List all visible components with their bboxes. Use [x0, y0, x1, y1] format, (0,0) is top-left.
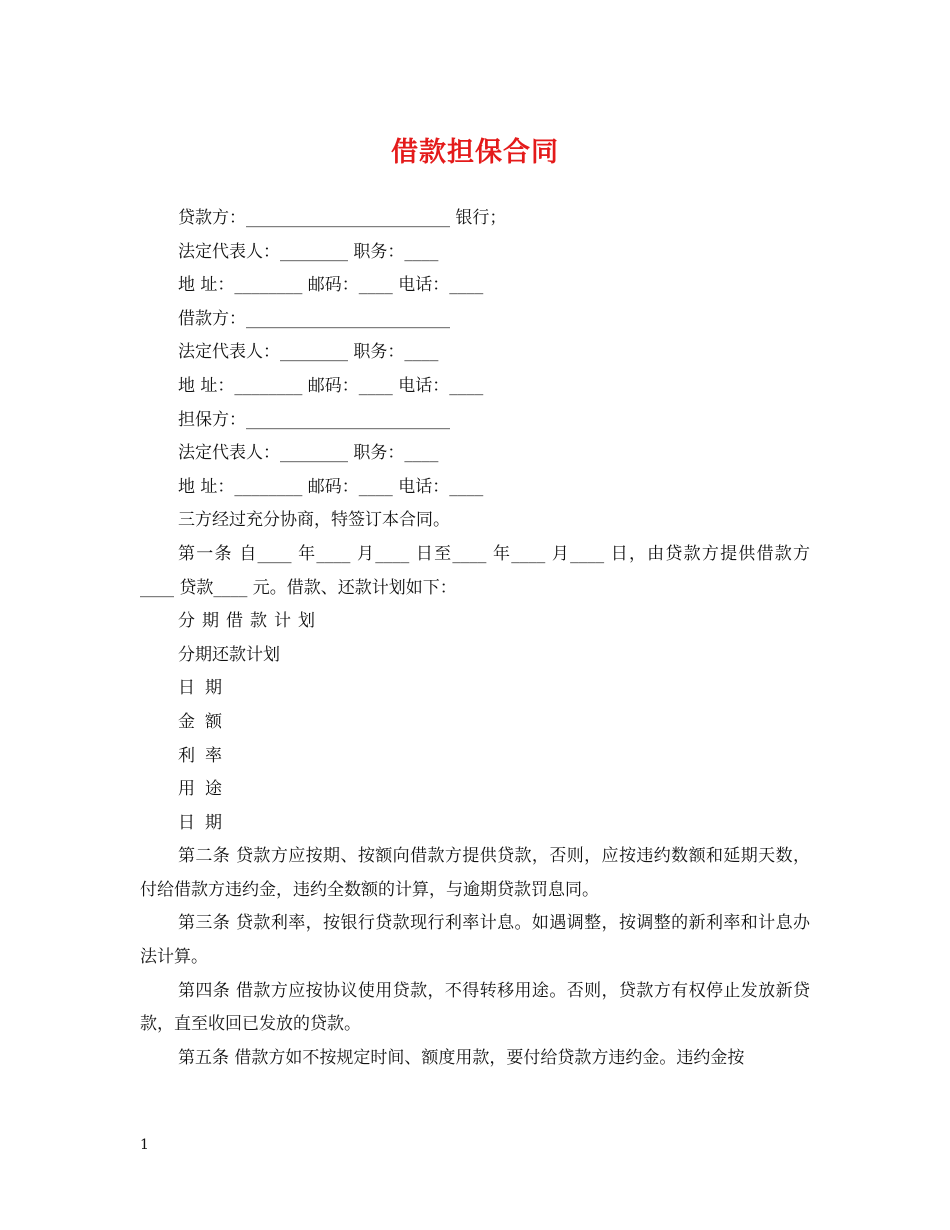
article-3: 第三条 贷款利率，按银行贷款现行利率计息。如遇调整，按调整的新利率和计息办法计算。: [140, 913, 810, 968]
article-1: 第一条 自____ 年____ 月____ 日至____ 年____ 月____ 日，由贷款方提供借款方____ 贷款____ 元。借款、还款计划如下：: [140, 543, 810, 598]
article-2: 第二条 贷款方应按期、按额向借款方提供贷款，否则，应按违约数额和延期天数，付给借款方违约金，违约全数额的计算，与逾期贷款罚息同。: [140, 846, 810, 900]
article-5: 第五条 借款方如不按规定时间、额度用款，要付给贷款方违约金。违约金按: [178, 1047, 745, 1068]
plan-borrow-heading: 分期借款计划: [178, 611, 322, 632]
plan-repay-heading: 分期还款计划: [178, 644, 280, 665]
article-4: 第四条 借款方应按协议使用贷款，不得转移用途。否则，贷款方有权停止发放新贷款，直至收回已发放的贷款。: [140, 980, 810, 1035]
plan-date-label: 日期: [178, 678, 232, 699]
page-number: 1: [140, 1137, 149, 1153]
borrower-address-line: 地 址：________ 邮码：____ 电话：____: [178, 375, 484, 396]
guarantor-representative-line: 法定代表人：________ 职务：____: [178, 443, 439, 464]
lender-representative-line: 法定代表人：________ 职务：____: [178, 241, 439, 262]
plan-date-label-2: 日期: [178, 812, 232, 833]
document-body: [140, 202, 810, 1075]
document-title: 借款担保合同: [391, 137, 559, 168]
lender-address-line: 地 址：________ 邮码：____ 电话：____: [178, 275, 484, 296]
borrower-name-line: 借款方：________________________: [178, 308, 450, 329]
borrower-representative-line: 法定代表人：________ 职务：____: [178, 342, 439, 363]
guarantor-address-line: 地 址：________ 邮码：____ 电话：____: [178, 476, 484, 497]
guarantor-name-line: 担保方：________________________: [178, 409, 450, 430]
plan-purpose-label: 用途: [178, 779, 232, 800]
lender-name-line: 贷款方：________________________ 银行；: [178, 208, 507, 228]
plan-amount-label: 金额: [178, 711, 232, 732]
agreement-statement: 三方经过充分协商，特签订本合同。: [178, 510, 450, 531]
plan-rate-label: 利率: [178, 745, 232, 766]
